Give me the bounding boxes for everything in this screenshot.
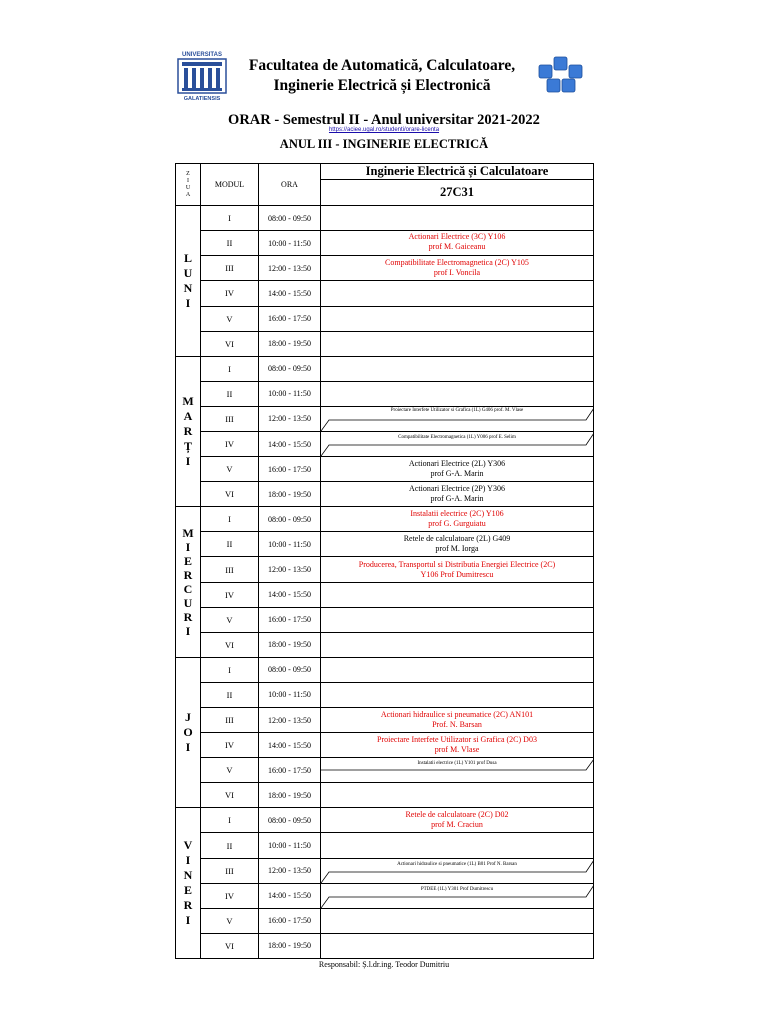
module-cell: V — [201, 607, 259, 632]
module-cell: IV — [201, 883, 259, 908]
module-cell: III — [201, 708, 259, 733]
module-cell: I — [201, 808, 259, 833]
hour-cell: 18:00 - 19:50 — [259, 933, 321, 958]
col-header-modul: MODUL — [201, 164, 259, 206]
hour-cell: 18:00 - 19:50 — [259, 632, 321, 657]
module-cell: II — [201, 682, 259, 707]
day-joi: J O I — [176, 657, 201, 808]
hour-cell: 18:00 - 19:50 — [259, 783, 321, 808]
module-cell: V — [201, 908, 259, 933]
hour-cell: 12:00 - 13:50 — [259, 858, 321, 883]
hour-cell: 14:00 - 15:50 — [259, 733, 321, 758]
hour-cell: 08:00 - 09:50 — [259, 356, 321, 381]
activity-cell — [321, 206, 594, 231]
module-cell: IV — [201, 582, 259, 607]
hour-cell: 16:00 - 17:50 — [259, 607, 321, 632]
col-header-ziua: Z I U A — [176, 164, 201, 206]
col-header-ora: ORA — [259, 164, 321, 206]
activity-cell-split: PTDEE (1L) Y301 Prof Dumitrescu — [321, 883, 594, 908]
responsible-footer: Responsabil: Ș.l.dr.ing. Teodor Dumitriu — [318, 960, 450, 969]
day-luni: L U N I — [176, 206, 201, 357]
activity-cell — [321, 331, 594, 356]
logo-left-top-text: UNIVERSITAS — [182, 52, 222, 58]
activity-cell: Retele de calculatoare (2C) D02 prof M. Craciun — [321, 808, 594, 833]
module-cell: II — [201, 381, 259, 406]
activity-cell: Actionari Electrice (2P) Y306 prof G-A. Marin — [321, 482, 594, 507]
module-cell: V — [201, 306, 259, 331]
university-logo — [174, 50, 230, 102]
hour-cell: 16:00 - 17:50 — [259, 908, 321, 933]
activity-cell-split: Actionari hidraulice si pneumatice (1L) B01 Prof N. Barsan — [321, 858, 594, 883]
activity-cell: Actionari Electrice (3C) Y106 prof M. Gaiceanu — [321, 231, 594, 256]
module-cell: VI — [201, 331, 259, 356]
module-cell: I — [201, 356, 259, 381]
schedule-table — [175, 163, 594, 959]
hour-cell: 08:00 - 09:50 — [259, 657, 321, 682]
module-cell: IV — [201, 281, 259, 306]
hour-cell: 08:00 - 09:50 — [259, 808, 321, 833]
module-cell: III — [201, 406, 259, 431]
activity-cell — [321, 933, 594, 958]
module-cell: II — [201, 532, 259, 557]
activity-cell — [321, 607, 594, 632]
activity-cell: Producerea, Transportul si Distributia Energiei Electrice (2C) Y106 Prof Dumitrescu — [321, 557, 594, 582]
module-cell: VI — [201, 482, 259, 507]
activity-cell: Actionari hidraulice si pneumatice (2C) AN101 Prof. N. Barsan — [321, 708, 594, 733]
schedule-title: ORAR - Semestrul II - Anul universitar 2021-2022 — [228, 112, 540, 128]
module-cell: I — [201, 507, 259, 532]
day-miercuri: M I E R C U R I — [176, 507, 201, 658]
hour-cell: 10:00 - 11:50 — [259, 833, 321, 858]
activity-cell: Compatibilitate Electromagnetica (2C) Y105 prof I. Voncila — [321, 256, 594, 281]
hour-cell: 10:00 - 11:50 — [259, 381, 321, 406]
specialization-header: Inginerie Electrică și Calculatoare — [321, 164, 594, 180]
schedule-link[interactable]: https://aciee.ugal.ro/studenti/orare-licenta — [328, 127, 440, 133]
module-cell: III — [201, 858, 259, 883]
activity-cell: Retele de calculatoare (2L) G409 prof M. Iorga — [321, 532, 594, 557]
faculty-title — [232, 56, 532, 96]
activity-cell: Actionari Electrice (2L) Y306 prof G-A. Marin — [321, 457, 594, 482]
hour-cell: 14:00 - 15:50 — [259, 431, 321, 456]
module-cell: III — [201, 256, 259, 281]
hour-cell: 14:00 - 15:50 — [259, 281, 321, 306]
module-cell: V — [201, 758, 259, 783]
module-cell: II — [201, 833, 259, 858]
module-cell: VI — [201, 933, 259, 958]
hour-cell: 16:00 - 17:50 — [259, 758, 321, 783]
logo-left-bottom-text: GALATIENSIS — [183, 96, 221, 102]
hour-cell: 12:00 - 13:50 — [259, 708, 321, 733]
module-cell: VI — [201, 783, 259, 808]
activity-cell — [321, 381, 594, 406]
activity-cell — [321, 682, 594, 707]
module-cell: III — [201, 557, 259, 582]
hour-cell: 12:00 - 13:50 — [259, 406, 321, 431]
activity-cell — [321, 306, 594, 331]
activity-cell-split: Compatibilitate Electromagnetica (1L) Y006 prof E. Selim — [321, 431, 594, 456]
hour-cell: 12:00 - 13:50 — [259, 557, 321, 582]
hour-cell: 14:00 - 15:50 — [259, 883, 321, 908]
activity-cell — [321, 632, 594, 657]
hour-cell: 10:00 - 11:50 — [259, 231, 321, 256]
hour-cell: 14:00 - 15:50 — [259, 582, 321, 607]
module-cell: V — [201, 457, 259, 482]
day-marti: M A R Ț I — [176, 356, 201, 507]
activity-cell — [321, 833, 594, 858]
hour-cell: 08:00 - 09:50 — [259, 507, 321, 532]
year-title: ANUL III - INGINERIE ELECTRICĂ — [279, 137, 489, 151]
module-cell: IV — [201, 733, 259, 758]
faculty-logo — [535, 55, 587, 97]
activity-cell — [321, 657, 594, 682]
hour-cell: 18:00 - 19:50 — [259, 331, 321, 356]
hour-cell: 08:00 - 09:50 — [259, 206, 321, 231]
activity-cell: Proiectare Interfete Utilizator si Grafica (2C) D03 prof M. Vlase — [321, 733, 594, 758]
activity-cell — [321, 908, 594, 933]
module-cell: I — [201, 657, 259, 682]
day-vineri: V I N E R I — [176, 808, 201, 959]
hour-cell: 16:00 - 17:50 — [259, 457, 321, 482]
activity-cell-split: Instalatii electrice (1L) Y101 prof Dusa — [321, 758, 594, 783]
activity-cell — [321, 356, 594, 381]
activity-cell-split: Proiectare Interfete Utilizator si Grafica (1L) G406 prof. M. Vlase — [321, 406, 594, 431]
hour-cell: 18:00 - 19:50 — [259, 482, 321, 507]
hour-cell: 10:00 - 11:50 — [259, 682, 321, 707]
hour-cell: 12:00 - 13:50 — [259, 256, 321, 281]
activity-cell: Instalatii electrice (2C) Y106 prof G. Gurguiatu — [321, 507, 594, 532]
activity-cell — [321, 582, 594, 607]
module-cell: VI — [201, 632, 259, 657]
group-header: 27C31 — [321, 180, 594, 206]
activity-cell — [321, 783, 594, 808]
activity-cell — [321, 281, 594, 306]
faculty-title-line2: Inginerie Electrică și Electronică — [273, 77, 491, 94]
module-cell: I — [201, 206, 259, 231]
module-cell: II — [201, 231, 259, 256]
hour-cell: 10:00 - 11:50 — [259, 532, 321, 557]
hour-cell: 16:00 - 17:50 — [259, 306, 321, 331]
faculty-title-line1: Facultatea de Automatică, Calculatoare, — [248, 57, 516, 74]
module-cell: IV — [201, 431, 259, 456]
